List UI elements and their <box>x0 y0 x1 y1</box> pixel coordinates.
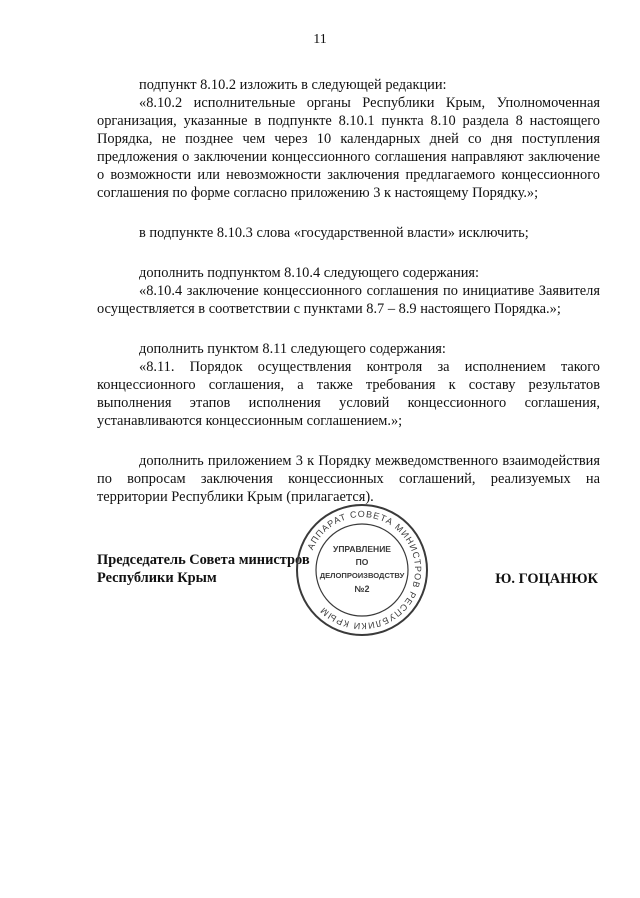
paragraph-8-10-4-text: «8.10.4 заключение концессионного соглашения по инициативе Заявителя осуществляется в соответствии с пунктами 8.7 – 8.9 настоящего Порядка.»; <box>97 283 600 317</box>
signatory-title <box>97 551 310 587</box>
paragraph-8-10-2-text: «8.10.2 исполнительные органы Республики Крым, Уполномоченная организация, указанные в подпункте 8.10.1 пункта 8.10 раздела 8 настоящего Порядка, не позднее чем через 10 календарных дней со дня поступления предложения о заключении концессионного соглашения направляют заключение о возможности или невозможности заключения предлагаемого концессионного соглашения по форме согласно приложению 3 к настоящему Порядку.»; <box>97 95 600 201</box>
signatory-name: Ю. ГОЦАНЮК <box>495 571 598 587</box>
paragraph-appendix-3: дополнить приложением 3 к Порядку межведомственного взаимодействия по вопросам заключения концессионных соглашений, реализуемых на территории Республики Крым (прилагается). <box>97 453 600 505</box>
stamp-center-line4: №2 <box>354 584 370 594</box>
signatory-title-line1: Председатель Совета министров <box>97 552 310 568</box>
stamp-center-line2: ПО <box>355 557 369 567</box>
page-number: 11 <box>313 32 327 47</box>
document-body <box>97 76 600 506</box>
paragraph-8-10-2-intro: подпункт 8.10.2 изложить в следующей редакции: <box>139 77 447 93</box>
stamp-ring-text: АППАРАТ СОВЕТА МИНИСТРОВ РЕСПУБЛИКИ КРЫМ <box>305 508 424 632</box>
stamp-center-line3: ДЕЛОПРОИЗВОДСТВУ <box>319 571 405 580</box>
official-stamp <box>294 502 430 638</box>
paragraph-8-10-4-intro: дополнить подпунктом 8.10.4 следующего содержания: <box>139 265 480 281</box>
paragraph-8-11-intro: дополнить пунктом 8.11 следующего содержания: <box>139 341 446 357</box>
stamp-center-line1: УПРАВЛЕНИЕ <box>333 544 391 554</box>
signatory-title-line2: Республики Крым <box>97 570 217 586</box>
paragraph-8-10-3: в подпункте 8.10.3 слова «государственной власти» исключить; <box>139 225 529 241</box>
paragraph-8-11-text: «8.11. Порядок осуществления контроля за исполнением такого концессионного соглашения, а также требования к составу результатов выполнения этапов исполнения условий концессионного соглашения, устанавливаются концессионным соглашением.»; <box>97 359 600 429</box>
stamp-inner-ring <box>316 524 408 616</box>
